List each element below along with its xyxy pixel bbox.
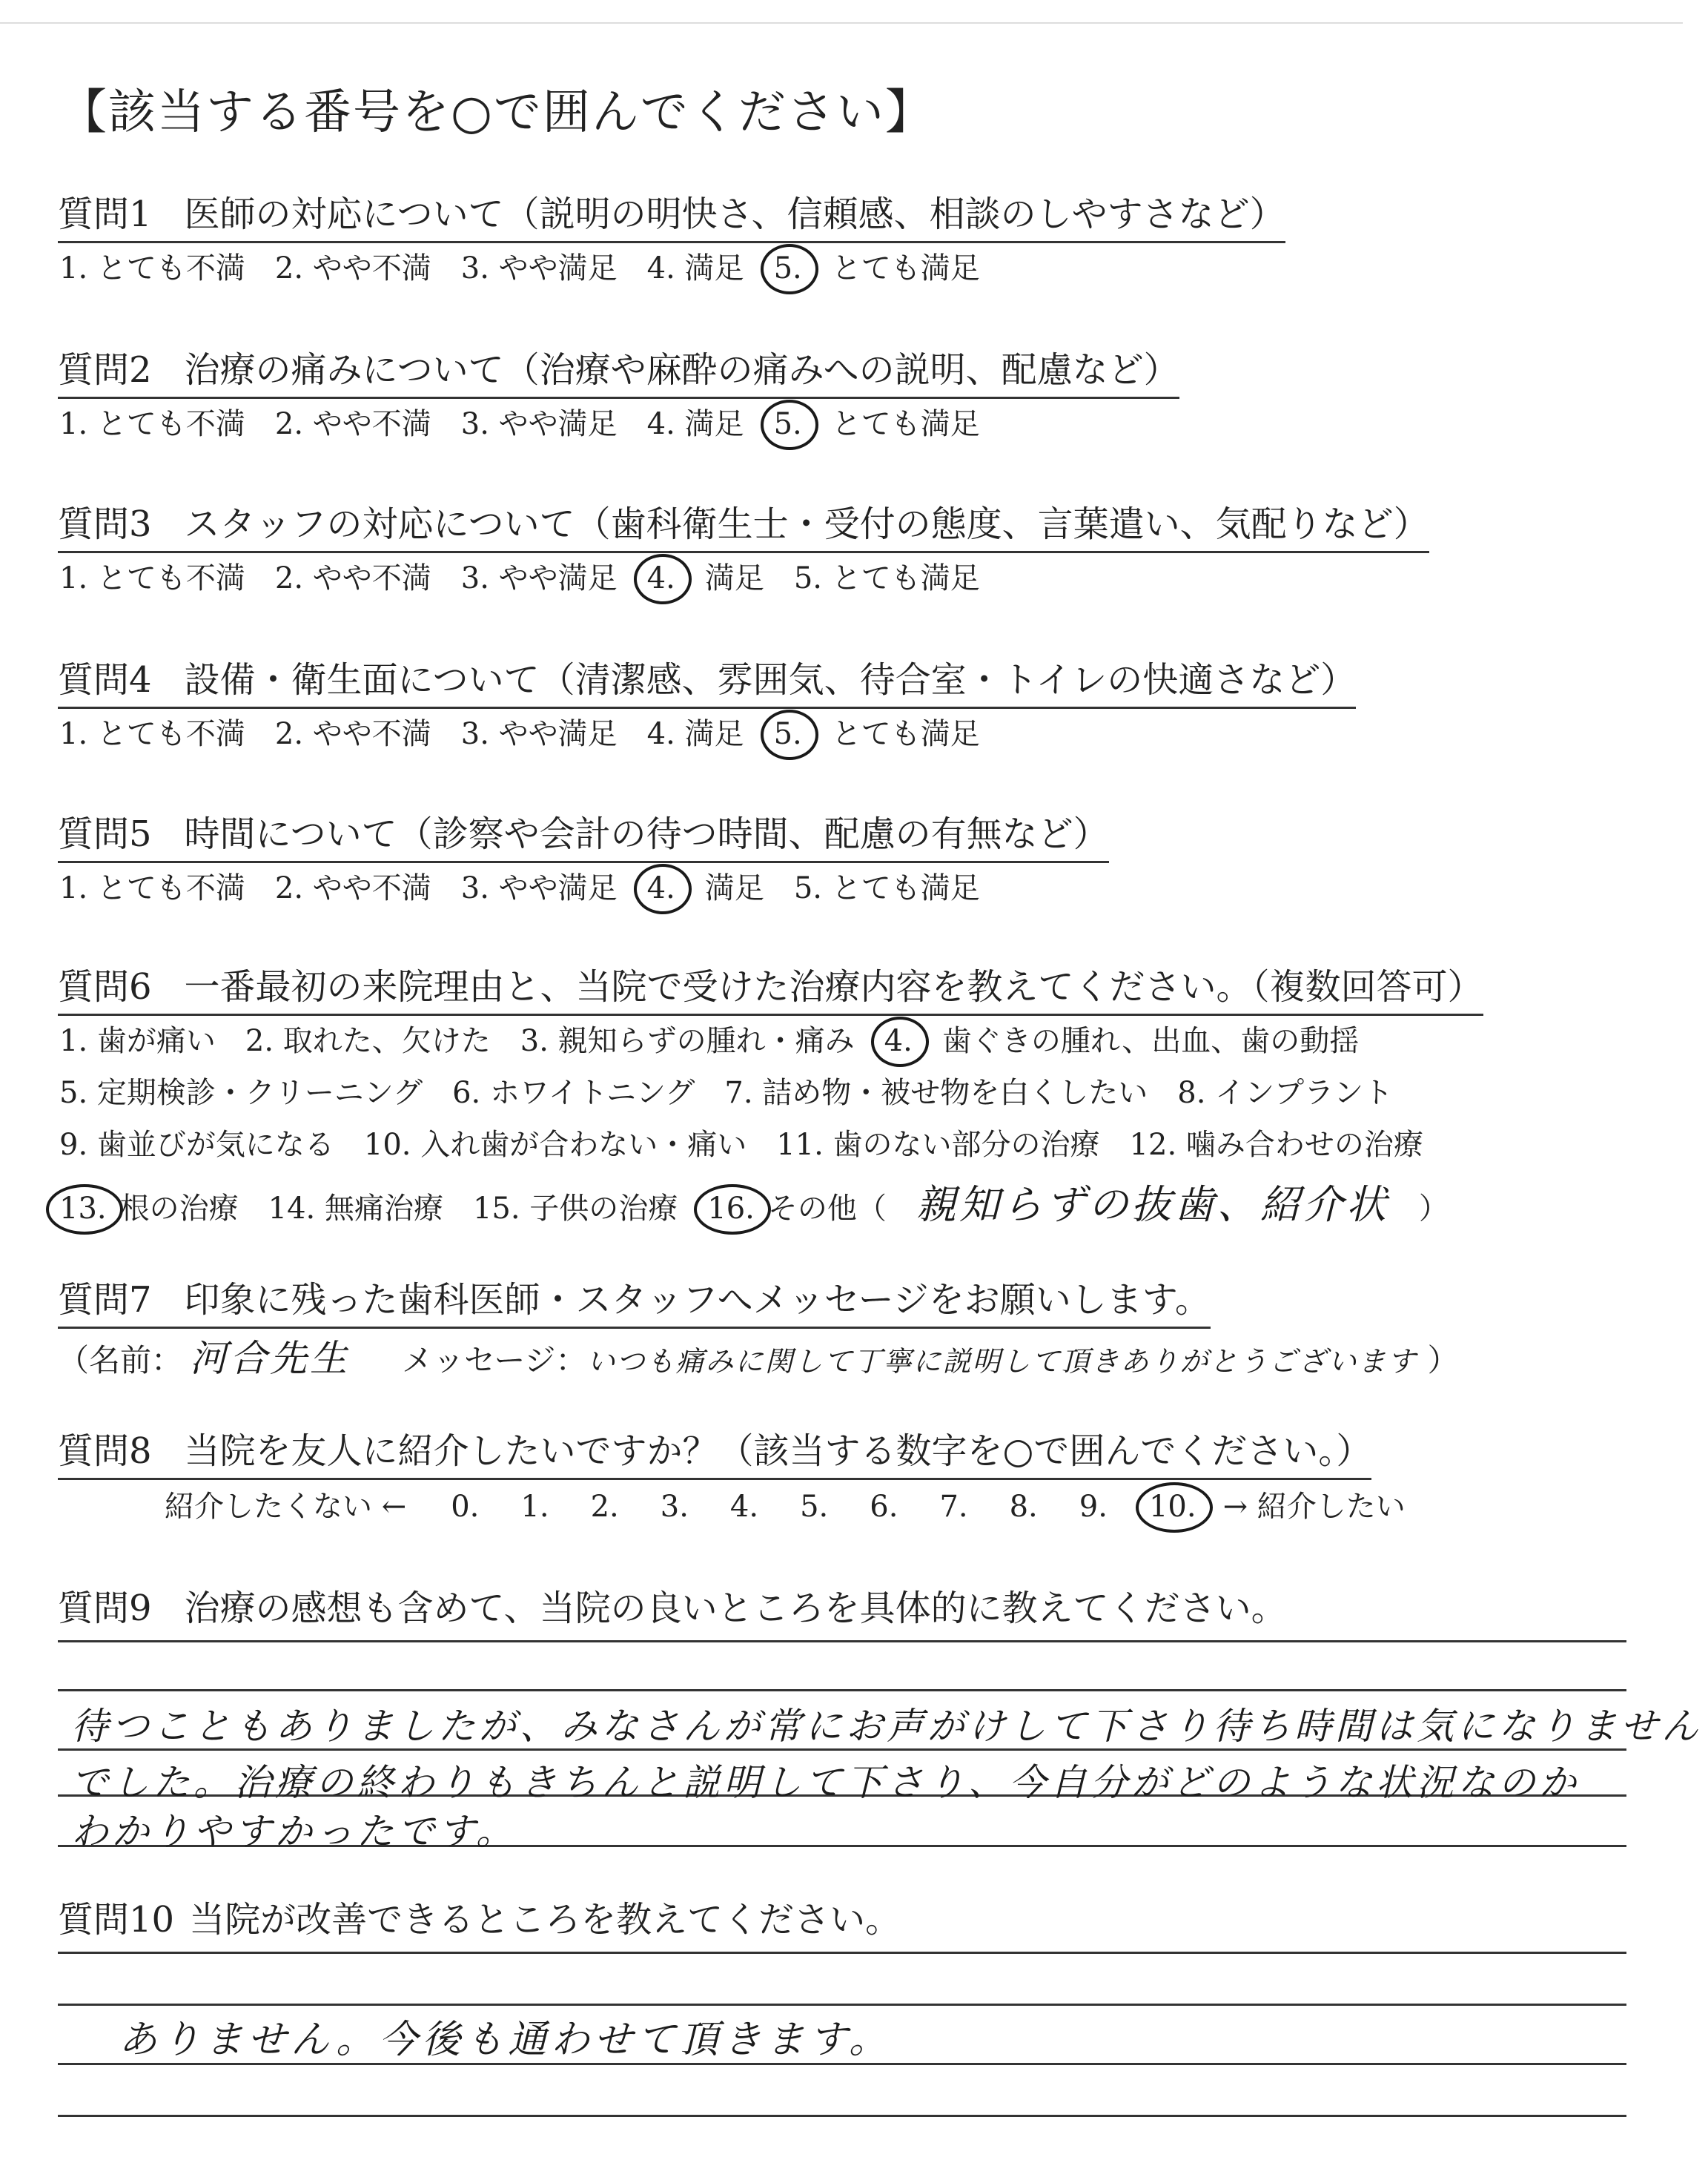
close-paren: ） <box>1418 1192 1449 1226</box>
option[interactable]: 12. 噛み合わせの治療 <box>1129 1128 1423 1162</box>
circled-option[interactable]: 5. <box>773 407 802 441</box>
question-9-text: 治療の感想も含めて、当院の良いところを具体的に教えてください。 <box>184 1588 1287 1629</box>
scale-option[interactable]: 1. <box>520 1490 549 1524</box>
option-label: 歯ぐきの腫れ、出血、歯の動揺 <box>941 1024 1360 1058</box>
circled-option[interactable]: 5. <box>773 251 802 285</box>
question-4-options <box>59 710 980 753</box>
option[interactable]: 1. とても不満 <box>59 717 245 751</box>
question-1 <box>58 185 1285 243</box>
question-10-number: 質問10 <box>58 1899 175 1941</box>
option[interactable]: 5. とても満足 <box>793 871 980 905</box>
question-9 <box>58 1579 1287 1631</box>
option[interactable]: 9. 歯並びが気になる <box>59 1128 334 1162</box>
option-label: 根の治療 <box>119 1192 239 1226</box>
handwritten-name[interactable]: 河合先生 <box>190 1337 351 1380</box>
question-9-number: 質問9 <box>58 1588 152 1629</box>
handwritten-answer-10[interactable]: ありません。今後も通わせて頂きます。 <box>119 2018 892 2062</box>
question-10 <box>58 1891 901 1942</box>
question-5-options <box>59 865 980 907</box>
close-paren: ） <box>1427 1342 1459 1378</box>
option[interactable]: 3. 親知らずの腫れ・痛み <box>520 1024 855 1058</box>
option-label: 満足 <box>704 871 764 905</box>
circled-option[interactable]: 4. <box>884 1024 913 1058</box>
question-6-row-2 <box>59 1069 1393 1112</box>
question-2-text: 治療の痛みについて（治療や麻酔の痛みへの説明、配慮など） <box>184 349 1179 391</box>
scale-option[interactable]: 8. <box>1009 1490 1038 1524</box>
message-label: メッセージ： <box>402 1342 587 1378</box>
option-label: とても満足 <box>831 407 980 441</box>
question-2-options <box>59 400 980 443</box>
answer-line <box>58 1689 1626 1691</box>
question-8-number: 質問8 <box>58 1430 152 1472</box>
question-10-text: 当院が改善できるところを教えてください。 <box>189 1899 901 1941</box>
question-1-options <box>59 245 980 287</box>
question-6-row-3 <box>59 1121 1423 1163</box>
handwritten-answer-9-line-1[interactable]: 待つこともありましたが、みなさんが常にお声がけして下さり待ち時間は気になりません <box>71 1705 1702 1748</box>
question-3-text: スタッフの対応について（歯科衛生士・受付の態度、言葉遣い、気配りなど） <box>184 503 1429 545</box>
option-label: とても満足 <box>831 251 980 285</box>
option[interactable]: 2. やや不満 <box>274 871 431 905</box>
handwritten-other-answer[interactable]: 親知らずの抜歯、紹介状 <box>916 1181 1389 1228</box>
top-rule <box>0 22 1683 24</box>
question-7-number: 質問7 <box>58 1279 152 1321</box>
question-3-options <box>59 555 980 597</box>
option[interactable]: 3. やや満足 <box>460 251 618 285</box>
question-6-row-4 <box>59 1173 1449 1230</box>
question-3 <box>58 495 1429 553</box>
option[interactable]: 5. 定期検診・クリーニング <box>59 1076 423 1110</box>
circled-option[interactable]: 4. <box>646 561 675 595</box>
handwritten-answer-9-line-3[interactable]: わかりやすかったです。 <box>71 1810 517 1853</box>
option[interactable]: 1. 歯が痛い <box>59 1024 216 1058</box>
option-label: 満足 <box>704 561 764 595</box>
option[interactable]: 2. やや不満 <box>274 561 431 595</box>
option[interactable]: 8. インプラント <box>1177 1076 1394 1110</box>
question-6-text: 一番最初の来院理由と、当院で受けた治療内容を教えてください。（複数回答可） <box>184 966 1483 1008</box>
scale-option[interactable]: 9. <box>1079 1490 1108 1524</box>
question-5-text: 時間について（診察や会計の待つ時間、配慮の有無など） <box>184 813 1109 855</box>
circled-option[interactable]: 5. <box>773 717 802 751</box>
option[interactable]: 3. やや満足 <box>460 871 618 905</box>
question-1-number: 質問1 <box>58 194 152 235</box>
question-8-text: 当院を友人に紹介したいですか？（該当する数字を○で囲んでください。） <box>184 1430 1372 1472</box>
scale-option[interactable]: 4. <box>729 1490 759 1524</box>
question-5-number: 質問5 <box>58 813 152 855</box>
option[interactable]: 11. 歯のない部分の治療 <box>776 1128 1100 1162</box>
question-3-number: 質問3 <box>58 503 152 545</box>
scale-option[interactable]: 5. <box>800 1490 829 1524</box>
circled-option[interactable]: 4. <box>646 871 675 905</box>
circled-option[interactable]: 13. <box>59 1192 107 1226</box>
option[interactable]: 1. とても不満 <box>59 407 245 441</box>
option[interactable]: 4. 満足 <box>646 407 744 441</box>
answer-line <box>58 1952 1626 1954</box>
question-7-answer <box>58 1329 1459 1382</box>
question-6 <box>58 958 1483 1016</box>
scale-option[interactable]: 3. <box>660 1490 689 1524</box>
question-4-number: 質問4 <box>58 659 152 701</box>
handwritten-answer-9-line-2[interactable]: でした。治療の終わりもきちんと説明して下さり、今自分がどのような状況なのか <box>71 1761 1580 1804</box>
option[interactable]: 7. 詰め物・被せ物を白くしたい <box>724 1076 1148 1110</box>
option[interactable]: 3. やや満足 <box>460 561 618 595</box>
option[interactable]: 2. やや不満 <box>274 251 431 285</box>
option[interactable]: 1. とても不満 <box>59 561 245 595</box>
question-2-number: 質問2 <box>58 349 152 391</box>
option[interactable]: 2. やや不満 <box>274 407 431 441</box>
scale-left-label: 紹介したくない ← <box>165 1490 407 1524</box>
question-5 <box>58 805 1109 863</box>
option[interactable]: 3. やや満足 <box>460 717 618 751</box>
option[interactable]: 2. 取れた、欠けた <box>245 1024 491 1058</box>
page-title: 【該当する番号を○で囲んでください】 <box>59 85 934 140</box>
scale-right-label: → 紹介したい <box>1222 1490 1406 1524</box>
option-label: その他（ <box>767 1192 887 1226</box>
option[interactable]: 1. とても不満 <box>59 871 245 905</box>
scale-option[interactable]: 6. <box>870 1490 898 1524</box>
question-7-text: 印象に残った歯科医師・スタッフへメッセージをお願いします。 <box>184 1279 1211 1321</box>
circled-option[interactable]: 16. <box>707 1192 755 1226</box>
name-label: （名前： <box>58 1342 183 1378</box>
scale-option[interactable]: 7. <box>939 1490 968 1524</box>
option[interactable]: 2. やや不満 <box>274 717 431 751</box>
option[interactable]: 4. 満足 <box>646 717 744 751</box>
circled-scale-option[interactable]: 10. <box>1148 1490 1196 1524</box>
question-4 <box>58 651 1356 709</box>
recommend-scale <box>165 1483 1406 1525</box>
question-4-text: 設備・衛生面について（清潔感、雰囲気、待合室・トイレの快適さなど） <box>184 659 1357 701</box>
option-label: とても満足 <box>831 717 980 751</box>
scale-option[interactable]: 0. <box>451 1490 480 1524</box>
option[interactable]: 15. 子供の治療 <box>472 1192 678 1226</box>
option[interactable]: 5. とても満足 <box>793 561 980 595</box>
question-1-text: 医師の対応について（説明の明快さ、信頼感、相談のしやすさなど） <box>184 194 1285 235</box>
option[interactable]: 6. ホワイトニング <box>452 1076 695 1110</box>
answer-line <box>58 1640 1626 1642</box>
answer-line <box>58 2004 1626 2006</box>
option[interactable]: 14. 無痛治療 <box>268 1192 443 1226</box>
question-6-number: 質問6 <box>58 966 152 1008</box>
scale-option[interactable]: 2. <box>590 1490 619 1524</box>
answer-line <box>58 2115 1626 2117</box>
option[interactable]: 3. やや満足 <box>460 407 618 441</box>
handwritten-message[interactable]: いつも痛みに関して丁寧に説明して頂きありがとうございます <box>586 1345 1417 1378</box>
option[interactable]: 1. とても不満 <box>59 251 245 285</box>
question-7 <box>58 1271 1211 1329</box>
question-6-row-1 <box>59 1017 1359 1060</box>
option[interactable]: 4. 満足 <box>646 251 744 285</box>
option[interactable]: 10. 入れ歯が合わない・痛い <box>363 1128 747 1162</box>
question-8 <box>58 1422 1371 1480</box>
question-2 <box>58 341 1179 399</box>
